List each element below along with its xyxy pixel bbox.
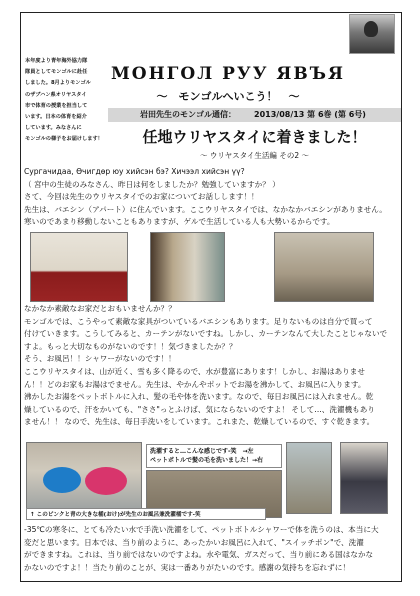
photo-caption-bottom: ↑ このピンクと青の大きな桶(おけ)が先生のお風呂兼洗濯桶です-笑 (26, 508, 266, 520)
article-headline: 任地ウリヤスタイに着きました！ (142, 128, 367, 146)
intro-line: モンゴルの様子をお届けします！ (25, 136, 103, 143)
paragraph-line: モンゴルでは、こうやって素敵な家具がついているバエシンもあります。足りないものは自分で買って (24, 316, 373, 326)
intro-line: 本年度より青年海外協力隊 (25, 58, 88, 64)
article-section-2 (24, 303, 398, 429)
paragraph-line: ここウリヤスタイは、山が近く、雪も多く降るので、水が豊富にあります！しかし、お湯はありませ (24, 366, 365, 376)
teacher-photo (340, 442, 388, 514)
bottle-shower-photo (286, 442, 332, 514)
kitchen-doorway-photo (150, 232, 225, 302)
blue-tub (43, 467, 81, 493)
intro-line: しました。8月よりモンゴル (25, 80, 91, 87)
paragraph-line: 付けていきます。こうしてみると、カーテンがないですね。しかし、カーテンなんて大したことじゃないで (24, 329, 388, 339)
paragraph-line: すよ。もっと大切なものがないのです！！気づきましたか？？ (24, 341, 237, 351)
author-photo (349, 14, 395, 54)
intro-line: います。日本の体育を紹介 (25, 114, 87, 121)
issue-bar (108, 108, 401, 122)
caption-line: ペットボトルで髪の毛を洗いました！→右 (150, 457, 264, 464)
intro-box (22, 54, 107, 152)
bathroom-photo (274, 232, 374, 302)
paragraph-line: ができますね。これは、当り前ではないのですよね。水や電気、ガスだって、当り前にある国はなかな (24, 550, 374, 560)
paragraph-line: 燥しているので、汗をかいても、"ささ"っとふけば、気にならないのですよ！ そして…、洗濯機もあり (24, 404, 375, 414)
paragraph-line: そう、お風呂！！シャワーがないのです！！ (24, 354, 176, 364)
paragraph-line: 寒いのであまり移動しないこともありますが、ゲルで生活している人も大勢いるからです。 (24, 217, 335, 227)
paragraph-line: ん！！どのお家もお湯はでません。先生は、やかんやポットでお湯を沸かして、お風呂に入ります。 (24, 379, 366, 389)
pink-tub (85, 467, 127, 495)
intro-line: 隊員としてモンゴルに赴任 (25, 69, 88, 76)
intro-line: 市で体育の授業を担当して (25, 102, 88, 109)
photo-caption-top (146, 444, 282, 468)
paragraph-line: -35℃の寒冬に、とても冷たい水で手洗い洗濯をして、ペットボトルシャワーで体を洗うのは、本当に大 (24, 525, 379, 534)
article-section-1 (24, 166, 398, 229)
paragraph-line: かないのですよ！！当たり前のことが、実は一番ありがたいのです。感謝の気持ちを忘れずに！ (24, 562, 350, 572)
paragraph-line: なかなか素敵なお家だとおもいませんか？？ (24, 304, 176, 313)
article-subhead: ～ ウリヤスタイ生活編 その2 ～ (200, 151, 309, 160)
paragraph-line: ません！！ なので、先生は、毎日手洗いをしています。これまた、乾燥しているので、すぐ乾きます。 (24, 417, 375, 427)
article-section-3 (24, 524, 398, 574)
paragraph-line: 先生は、バエシン（アパート）に住んでいます。ここウリヤスタイでは、なかなかバエシンがありません。 (24, 204, 387, 214)
intro-line: しています。みなさんに (25, 125, 82, 132)
paragraph-line: 沸かしたお湯をペットボトルに入れ、髪の毛や体を洗います。なので、毎日お風呂には入れません。乾 (24, 392, 374, 402)
paragraph-line: さて、今回は先生のウリヤスタイでのお家についてお話しします！！ (24, 192, 259, 202)
issue-date: 2013/08/13 第 6巻 (第 6号) (254, 110, 366, 119)
wash-tubs-photo (26, 442, 142, 514)
intro-line: のザブハン県オリヤスタイ (25, 91, 87, 98)
masthead-title: МОНГОЛ РУУ ЯВЪЯ (110, 64, 346, 84)
masthead-subtitle: ～ モンゴルへいこう！ ～ (156, 90, 300, 103)
paragraph-line: Сургачидаа, Өчигдөр юу хийсэн бэ? Хичээл хийсэн үү? (24, 167, 245, 176)
paragraph-line: 変だと思います。日本では、当り前のように、あったかいお風呂に入れて、"スイッチポン"で、洗濯 (24, 537, 364, 547)
issue-series-label: 岩田先生のモンゴル通信： (140, 110, 236, 119)
living-room-photo (30, 232, 128, 302)
caption-line: 洗濯すると…こんな感じです-笑 →左 (150, 448, 254, 455)
paragraph-line: （ 宮中の生徒のみなさん、昨日は何をしましたか？勉強していますか？ ） (24, 179, 280, 189)
